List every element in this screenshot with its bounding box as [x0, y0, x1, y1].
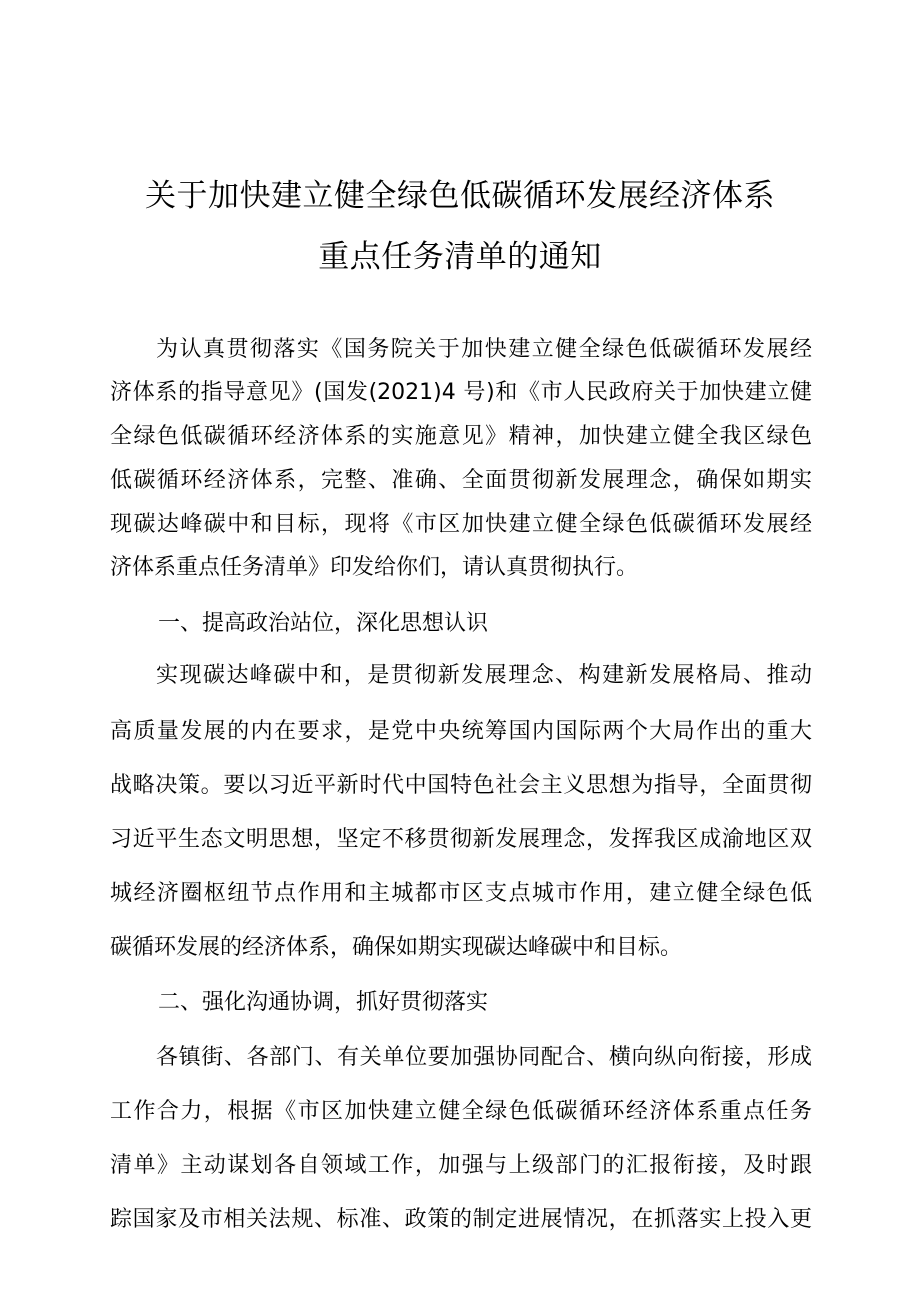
paragraph-1-line: 为认真贯彻落实《国务院关于加快建立健全绿色低碳循环发展经 — [156, 337, 812, 362]
paragraph-1-line: 济体系重点任务清单》印发给你们，请认真贯彻执行。 — [110, 555, 639, 580]
paragraph-2-line: 城经济圈枢纽节点作用和主城都市区支点城市作用，建立健全绿色低 — [110, 881, 812, 906]
paragraph-1-line: 现碳达峰碳中和目标，现将《市区加快建立健全绿色低碳循环发展经 — [110, 512, 812, 537]
paragraph-1-line: 低碳循环经济体系，完整、准确、全面贯彻新发展理念，确保如期实 — [110, 468, 812, 493]
document-title-line-1: 关于加快建立健全绿色低碳循环发展经济体系 — [145, 178, 775, 214]
paragraph-1-line: 全绿色低碳循环经济体系的实施意见》精神，加快建立健全我区绿色 — [110, 424, 812, 449]
paragraph-3-line: 踪国家及市相关法规、标准、政策的制定进展情况，在抓落实上投入更 — [110, 1207, 812, 1232]
paragraph-3-line: 工作合力，根据《市区加快建立健全绿色低碳循环经济体系重点任务 — [110, 1099, 812, 1124]
paragraph-3-line: 各镇街、各部门、有关单位要加强协同配合、横向纵向衔接，形成 — [156, 1045, 812, 1070]
paragraph-2-line: 战略决策。要以习近平新时代中国特色社会主义思想为指导，全面贯彻 — [110, 773, 812, 798]
section-heading-2: 二、强化沟通协调，抓好贯彻落实 — [158, 990, 489, 1015]
paragraph-2-line: 习近平生态文明思想，坚定不移贯彻新发展理念，发挥我区成渝地区双 — [110, 827, 812, 852]
paragraph-3-line: 清单》主动谋划各自领域工作，加强与上级部门的汇报衔接，及时跟 — [110, 1153, 812, 1178]
document-title-line-2: 重点任务清单的通知 — [318, 239, 602, 275]
paragraph-2-line: 高质量发展的内在要求，是党中央统筹国内国际两个大局作出的重大 — [110, 719, 812, 744]
section-heading-1: 一、提高政治站位，深化思想认识 — [158, 611, 489, 636]
paragraph-2-line: 碳循环发展的经济体系，确保如期实现碳达峰碳中和目标。 — [110, 935, 683, 960]
paragraph-1-line: 济体系的指导意见》(国发(2021)4 号)和《市人民政府关于加快建立健 — [110, 380, 813, 405]
paragraph-2-line: 实现碳达峰碳中和，是贯彻新发展理念、构建新发展格局、推动 — [156, 663, 812, 688]
